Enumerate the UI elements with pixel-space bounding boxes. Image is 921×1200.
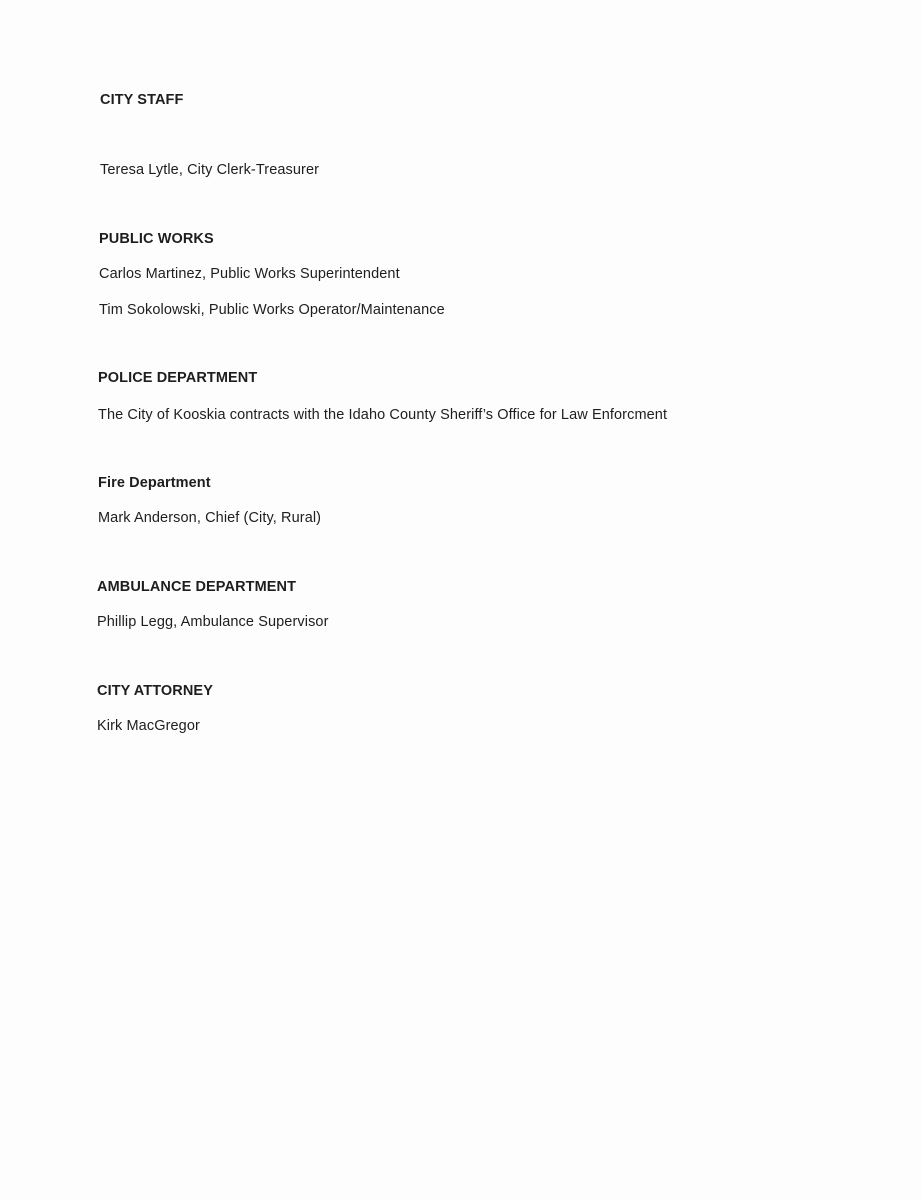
ambulance-department-line: Phillip Legg, Ambulance Supervisor [97,614,329,630]
fire-department-heading: Fire Department [98,475,211,491]
city-attorney-line: Kirk MacGregor [97,718,200,734]
police-department-heading: POLICE DEPARTMENT [98,370,258,386]
fire-department-line: Mark Anderson, Chief (City, Rural) [98,510,322,526]
public-works-line: Carlos Martinez, Public Works Superintendent [99,266,400,282]
ambulance-department-heading: AMBULANCE DEPARTMENT [97,579,297,595]
city-staff-line: Teresa Lytle, City Clerk-Treasurer [100,162,320,178]
city-staff-heading: CITY STAFF [100,92,184,108]
police-department-line: The City of Kooskia contracts with the Idaho County Sheriff’s Office for Law Enforcment [98,407,668,423]
city-attorney-heading: CITY ATTORNEY [97,683,213,699]
public-works-heading: PUBLIC WORKS [99,231,214,247]
public-works-line: Tim Sokolowski, Public Works Operator/Maintenance [99,302,445,318]
